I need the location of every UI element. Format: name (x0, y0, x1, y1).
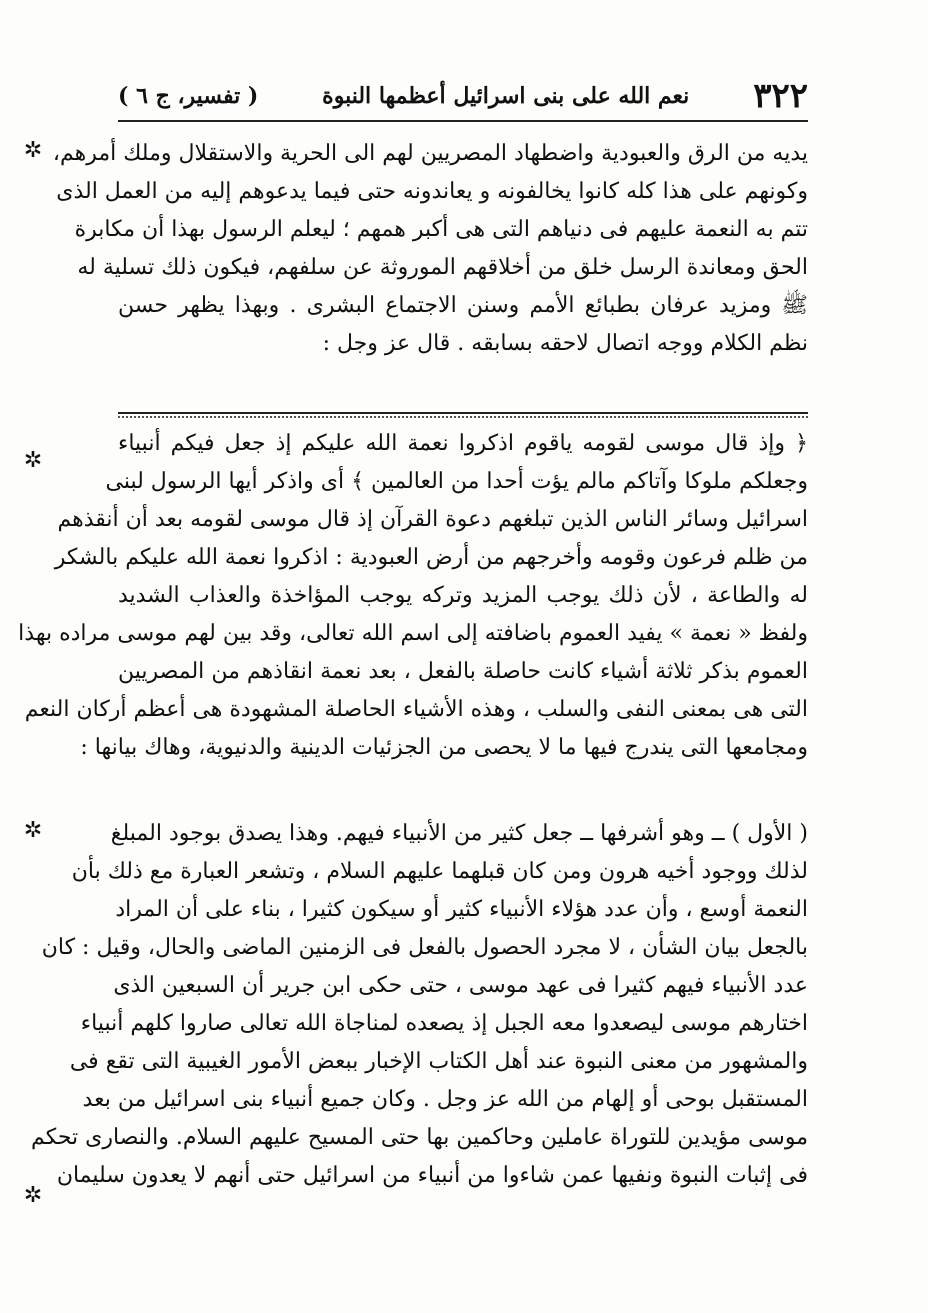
page-number: ٣٢٢ (753, 76, 808, 116)
text-line: اسرائيل وسائر الناس الذين تبلغهم دعوة القرآن إذ قال موسى لقومه بعد أن أنقذهم (57, 507, 808, 532)
margin-ornament-icon: ✲ (23, 448, 43, 473)
text-line: وكونهم على هذا كله كانوا يخالفونه و يعاندونه حتى فيما يدعوهم إليه من العمل الذى (56, 179, 808, 204)
text-line: النعمة أوسع ، وأن عدد هؤلاء الأنبياء كثير أو سيكون كثيرا ، بناء على أن المراد (115, 897, 808, 922)
text-line: تتم به النعمة عليهم فى دنياهم التى هى أكبر همهم ؛ ليعلم الرسول بهذا أن مكابرة (74, 217, 808, 242)
volume-label: ( تفسير، ج ٦ ) (118, 83, 259, 109)
text-line: نظم الكلام ووجه اتصال لاحقه بسابقه . قال عز وجل : (322, 331, 808, 356)
section-divider-dotted (118, 416, 808, 418)
text-line: المستقبل بوحى أو إلهام من الله عز وجل . وكان جميع أنبياء بنى اسرائيل من بعد (82, 1087, 808, 1112)
text-line: موسى مؤيدين للتوراة عاملين وحاكمين بها حتى المسيح عليهم السلام. والنصارى تحكم (31, 1125, 808, 1150)
text-line: له والطاعة ، لأن ذلك يوجب المزيد وتركه يوجب المؤاخذة والعذاب الشديد (118, 583, 808, 608)
text-line: بالجعل بيان الشأن ، لا مجرد الحصول بالفعل فى الزمنين الماضى والحال، وقيل : كان (41, 935, 808, 960)
text-block-verse-commentary (18, 425, 808, 767)
page-header (118, 72, 808, 122)
text-block-intro (52, 135, 808, 363)
text-line: فى إثبات النبوة ونفيها عمن شاءوا من أنبياء من اسرائيل حتى أنهم لا يعدون سليمان (56, 1163, 808, 1188)
margin-ornament-icon: ✲ (23, 138, 43, 163)
margin-ornament-icon: ✲ (23, 1183, 43, 1208)
running-title: نعم الله على بنى اسرائيل أعظمها النبوة (322, 83, 690, 109)
text-line: وجعلكم ملوكا وآتاكم مالم يؤت أحدا من العالمين ﴾ أى واذكر أيها الرسول لبنى (105, 469, 808, 494)
text-line: التى هى بمعنى النفى والسلب ، وهذه الأشياء الحاصلة المشهودة هى أعظم أركان النعم (24, 697, 808, 722)
text-line: ولفظ « نعمة » يفيد العموم باضافته إلى اسم الله تعالى، وقد بين لهم موسى مراده بهذا (18, 621, 808, 646)
text-line: ومجامعها التى يندرج فيها ما لا يحصى من الجزئيات الدينية والدنيوية، وهاك بيانها : (80, 735, 808, 760)
text-line: ﷺ ومزيد عرفان بطبائع الأمم وسنن الاجتماع البشرى . وبهذا يظهر حسن (118, 293, 808, 318)
text-line: ( الأول ) ــ وهو أشرفها ــ جعل كثير من الأنبياء فيهم. وهذا يصدق بوجود المبلغ (110, 821, 808, 846)
text-line: والمشهور من معنى النبوة عند أهل الكتاب الإخبار ببعض الأمور الغيبية التى تقع فى (69, 1049, 808, 1074)
section-divider (118, 412, 808, 414)
text-line: لذلك ووجود أخيه هرون ومن كان قبلهما عليهم السلام ، وتشعر العبارة مع ذلك بأن (71, 859, 808, 884)
text-line: عدد الأنبياء فيهم كثيرا فى عهد موسى ، حتى حكى ابن جرير أن السبعين الذى (113, 973, 808, 998)
text-block-first-point (31, 815, 808, 1195)
text-line: اختارهم موسى ليصعدوا معه الجبل إذ يصعده لمناجاة الله تعالى صاروا كلهم أنبياء (80, 1011, 808, 1036)
text-line: من ظلم فرعون وقومه وأخرجهم من أرض العبودية : اذكروا نعمة الله عليكم بالشكر (54, 545, 808, 570)
margin-ornament-icon: ✲ (23, 818, 43, 843)
text-line: يديه من الرق والعبودية واضطهاد المصريين لهم الى الحرية والاستقلال وملك أمرهم، (52, 141, 808, 166)
verse-line: ﴿ وإذ قال موسى لقومه ياقوم اذكروا نعمة الله عليكم إذ جعل فيكم أنبياء (118, 431, 808, 456)
text-line: الحق ومعاندة الرسل خلق من أخلاقهم الموروثة عن سلفهم، فيكون ذلك تسلية له (77, 255, 808, 280)
text-line: العموم بذكر ثلاثة أشياء كانت حاصلة بالفعل ، بعد نعمة انقاذهم من المصريين (118, 659, 808, 684)
